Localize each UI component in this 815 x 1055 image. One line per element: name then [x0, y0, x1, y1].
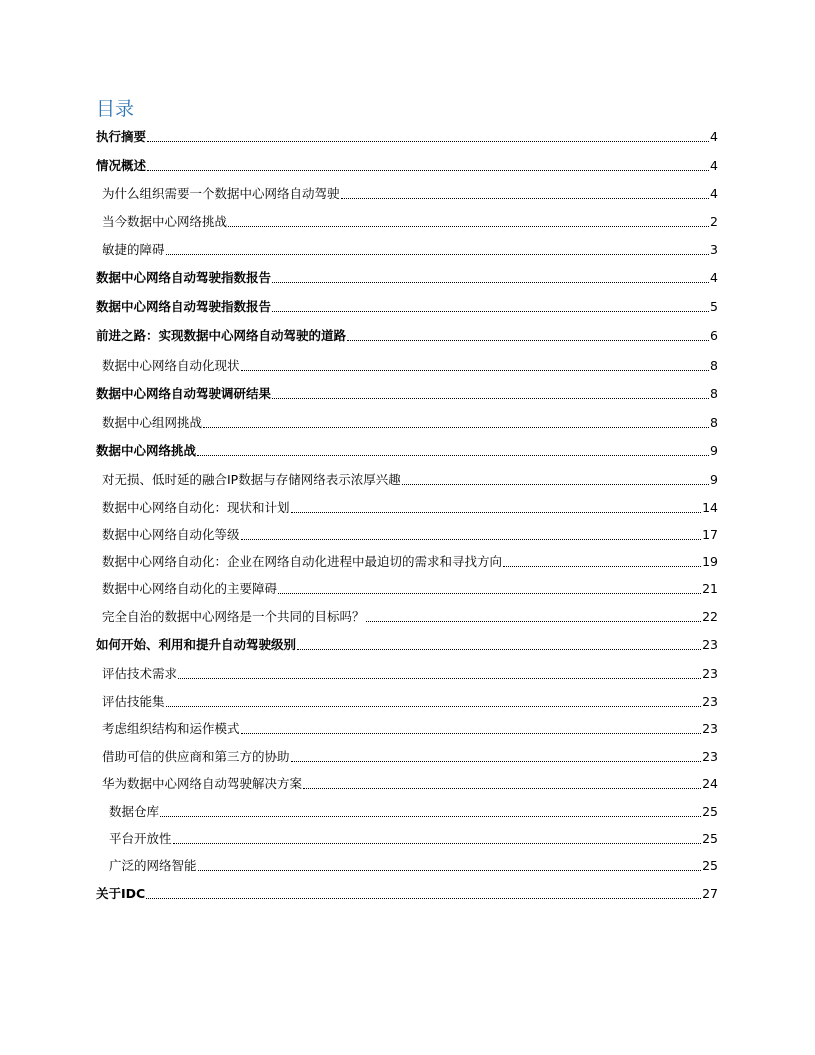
dot-leader	[366, 621, 702, 622]
toc-entry-label: 数据中心网络自动化现状	[102, 358, 240, 373]
toc-entry-page: 9	[710, 472, 718, 487]
toc-entry-trusted-vendors[interactable]	[102, 747, 718, 765]
dot-leader	[272, 398, 709, 399]
toc-entry-agility-barriers[interactable]	[102, 240, 718, 258]
dot-leader	[160, 816, 701, 817]
toc-entry-label: 对无损、低时延的融合IP数据与存储网络表示浓厚兴趣	[102, 472, 401, 487]
toc-entry-label: 前进之路：实现数据中心网络自动驾驶的道路	[96, 328, 347, 343]
toc-entry-index-report[interactable]	[96, 268, 718, 286]
toc-entry-page: 8	[710, 358, 718, 373]
toc-entry-label: 当今数据中心网络挑战	[102, 214, 228, 229]
toc-entry-main-barriers[interactable]	[102, 579, 718, 597]
toc-entry-label: 数据中心网络挑战	[96, 443, 197, 458]
dot-leader	[147, 170, 709, 171]
toc-entry-overview[interactable]	[96, 156, 718, 174]
dot-leader	[241, 733, 702, 734]
dot-leader	[228, 226, 709, 227]
toc-entry-org-structure[interactable]	[102, 719, 718, 737]
toc-entry-tech-needs[interactable]	[102, 664, 718, 682]
toc-entry-label: 如何开始、利用和提升自动驾驶级别	[96, 637, 297, 652]
toc-entry-page: 17	[702, 527, 718, 542]
toc-entry-label: 数据中心网络自动化：企业在网络自动化进程中最迫切的需求和寻找方向	[102, 554, 503, 569]
toc-entry-label: 评估技能集	[102, 694, 165, 709]
toc-entry-label: 数据中心网络自动驾驶指数报告	[96, 270, 272, 285]
toc-entry-label: 数据中心网络自动化等级	[102, 527, 240, 542]
toc-entry-page: 8	[710, 415, 718, 430]
toc-entry-enterprise-needs[interactable]	[102, 552, 718, 570]
toc-title: 目录	[96, 98, 135, 120]
toc-entry-label: 华为数据中心网络自动驾驶解决方案	[102, 776, 303, 791]
toc-entry-page: 4	[710, 186, 718, 201]
toc-entry-page: 24	[702, 776, 718, 791]
toc-entry-page: 9	[710, 443, 718, 458]
dot-leader	[241, 539, 702, 540]
toc-entry-label: 借助可信的供应商和第三方的协助	[102, 749, 290, 764]
toc-entry-why-autonomous[interactable]	[102, 184, 718, 202]
toc-entry-index-report-2[interactable]	[96, 297, 718, 315]
dot-leader	[278, 593, 701, 594]
toc-entry-label: 考虑组织结构和运作模式	[102, 721, 240, 736]
toc-entry-page: 4	[710, 270, 718, 285]
toc-entry-label: 为什么组织需要一个数据中心网络自动驾驶	[102, 186, 340, 201]
toc-entry-page: 25	[702, 831, 718, 846]
toc-entry-about-idc[interactable]	[96, 884, 718, 902]
dot-leader	[203, 427, 709, 428]
toc-entry-data-warehouse[interactable]	[109, 802, 718, 820]
toc-entry-page: 19	[702, 554, 718, 569]
toc-entry-page: 23	[702, 749, 718, 764]
dot-leader	[146, 898, 701, 899]
toc-entry-label: 数据中心组网挑战	[102, 415, 203, 430]
toc-entry-page: 23	[702, 721, 718, 736]
toc-entry-label: 数据中心网络自动驾驶调研结果	[96, 386, 272, 401]
toc-entry-automation-plans[interactable]	[102, 498, 718, 516]
toc-entry-label: 数据中心网络自动驾驶指数报告	[96, 299, 272, 314]
toc-entry-how-to-start[interactable]	[96, 635, 718, 653]
dot-leader	[241, 370, 710, 371]
toc-entry-page: 23	[702, 666, 718, 681]
toc-entry-autonomous-goal[interactable]	[102, 607, 718, 625]
dot-leader	[272, 311, 709, 312]
dot-leader	[178, 678, 701, 679]
toc-entry-automation-status[interactable]	[102, 356, 718, 374]
toc-entry-page: 27	[702, 886, 718, 901]
toc-entry-page: 22	[702, 609, 718, 624]
toc-entry-page: 4	[710, 129, 718, 144]
dot-leader	[291, 761, 702, 762]
toc-entry-platform-openness[interactable]	[109, 829, 718, 847]
dot-leader	[197, 455, 709, 456]
dot-leader	[303, 788, 701, 789]
dot-leader	[503, 566, 701, 567]
toc-entry-label: 数据中心网络自动化的主要障碍	[102, 581, 278, 596]
toc-entry-page: 23	[702, 694, 718, 709]
toc-entry-page: 5	[710, 299, 718, 314]
toc-entry-page: 4	[710, 158, 718, 173]
toc-entry-path-forward[interactable]	[96, 326, 718, 344]
toc-entry-label: 平台开放性	[109, 831, 172, 846]
toc-entry-label: 广泛的网络智能	[109, 858, 197, 873]
toc-entry-page: 25	[702, 858, 718, 873]
toc-entry-page: 21	[702, 581, 718, 596]
toc-entry-page: 25	[702, 804, 718, 819]
toc-entry-networking-challenges[interactable]	[102, 413, 718, 431]
toc-entry-page: 6	[710, 328, 718, 343]
toc-entry-label: 敏捷的障碍	[102, 242, 165, 257]
toc-entry-lossless-interest[interactable]	[102, 470, 718, 488]
toc-entry-skill-set[interactable]	[102, 692, 718, 710]
dot-leader	[173, 843, 702, 844]
toc-entry-current-challenges[interactable]	[102, 212, 718, 230]
dot-leader	[297, 649, 701, 650]
toc-entry-label: 评估技术需求	[102, 666, 178, 681]
toc-entry-label: 完全自治的数据中心网络是一个共同的目标吗？	[102, 609, 365, 624]
toc-entry-huawei-solution[interactable]	[102, 774, 718, 792]
toc-entry-page: 14	[702, 500, 718, 515]
dot-leader	[347, 340, 709, 341]
toc-entry-label: 关于IDC	[96, 886, 146, 901]
toc-entry-label: 数据中心网络自动化：现状和计划	[102, 500, 290, 515]
dot-leader	[291, 512, 702, 513]
toc-entry-survey-results[interactable]	[96, 384, 718, 402]
toc-entry-label: 执行摘要	[96, 129, 147, 144]
toc-entry-network-intelligence[interactable]	[109, 856, 718, 874]
toc-entry-label: 数据仓库	[109, 804, 160, 819]
dot-leader	[166, 254, 710, 255]
toc-entry-automation-levels[interactable]	[102, 525, 718, 543]
dot-leader	[147, 141, 709, 142]
toc-entry-page: 8	[710, 386, 718, 401]
toc-entry-network-challenges[interactable]	[96, 441, 718, 459]
toc-entry-page: 3	[710, 242, 718, 257]
dot-leader	[166, 706, 702, 707]
dot-leader	[272, 282, 709, 283]
toc-entry-executive-summary[interactable]	[96, 127, 718, 145]
toc-entry-page: 2	[710, 214, 718, 229]
toc-entry-label: 情况概述	[96, 158, 147, 173]
toc-entry-page: 23	[702, 637, 718, 652]
dot-leader	[402, 484, 709, 485]
dot-leader	[341, 198, 710, 199]
dot-leader	[198, 870, 702, 871]
